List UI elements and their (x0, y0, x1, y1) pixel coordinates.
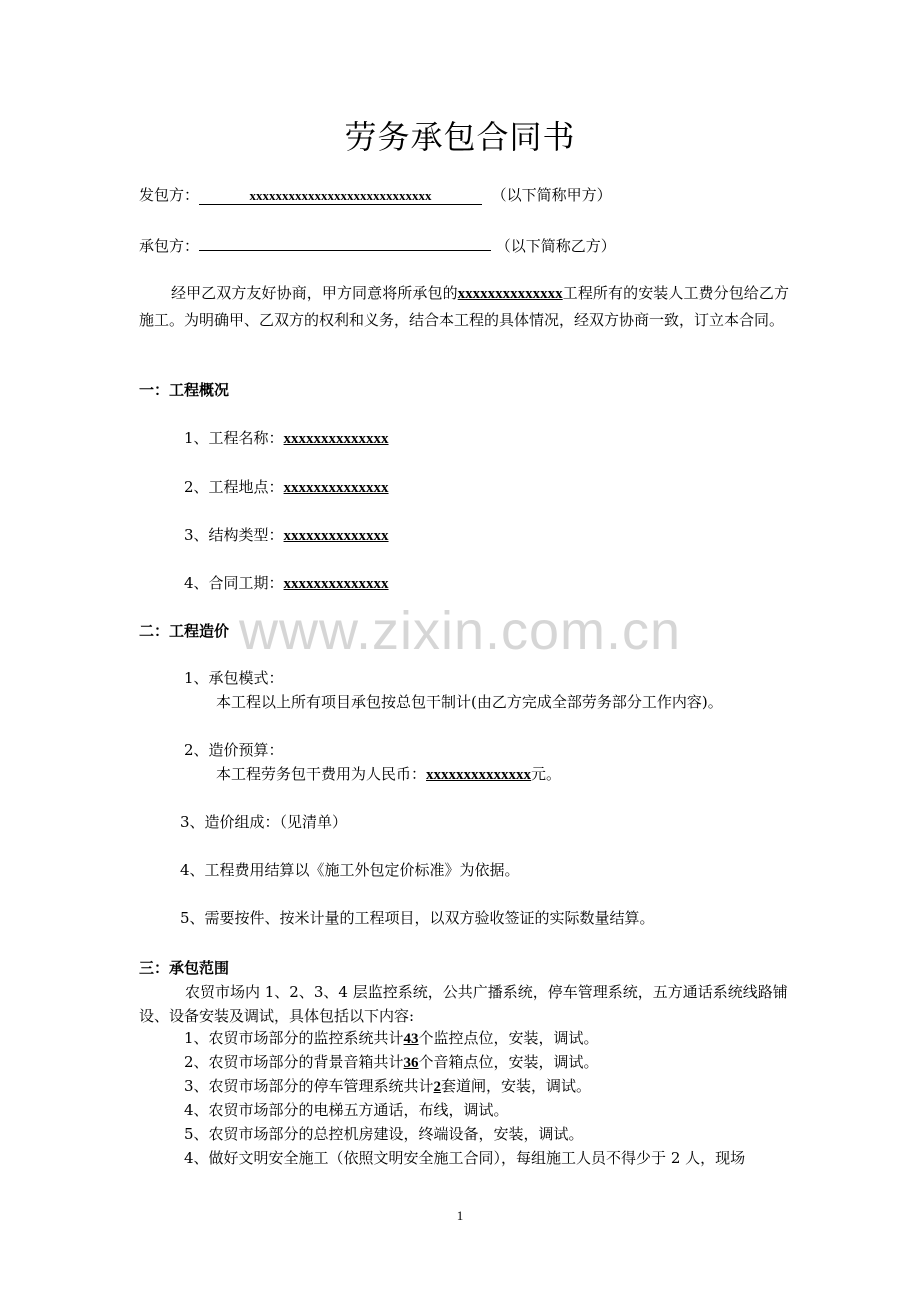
contractor-label: 发包方： (139, 186, 200, 204)
intro-paragraph (139, 280, 789, 333)
contract-period-line (184, 573, 389, 594)
contract-mode-text: 本工程以上所有项目承包按总包干制计(由乙方完成全部劳务部分工作内容)。 (216, 693, 723, 711)
contract-mode-label: 1、承包模式： (184, 669, 284, 687)
scope-text: 个音箱点位，安装，调试。 (418, 1053, 599, 1071)
subcontractor-line (139, 234, 616, 256)
budget-value: xxxxxxxxxxxxxx (426, 767, 532, 783)
budget-label: 2、造价预算： (184, 741, 284, 759)
cost-composition: 3、造价组成：（见清单） (180, 813, 348, 831)
scope-count: 36 (403, 1055, 419, 1071)
document-title: 劳务承包合同书 (344, 118, 576, 156)
contractor-alias: （以下简称甲方） (491, 186, 612, 204)
scope-item-2 (184, 1052, 599, 1073)
scope-text: 2、农贸市场部分的背景音箱共计 (184, 1053, 404, 1071)
item-value: xxxxxxxxxxxxxx (283, 480, 389, 496)
watermark: www.zixin.com.cn (238, 601, 682, 661)
intro-project-name: xxxxxxxxxxxxxx (457, 286, 563, 302)
subcontractor-alias: （以下简称乙方） (495, 237, 616, 255)
intro-text-1: 经甲乙双方友好协商，甲方同意将所承包的 (171, 284, 458, 302)
contractor-line (139, 185, 612, 205)
subcontractor-label: 承包方： (139, 237, 200, 255)
item-value: xxxxxxxxxxxxxx (283, 576, 389, 592)
scope-text: 1、农贸市场部分的监控系统共计 (184, 1029, 404, 1047)
item-label: 1、工程名称： (184, 429, 284, 447)
scope-count: 43 (403, 1031, 419, 1047)
measurement-rule: 5、需要按件、按米计量的工程项目，以双方验收签证的实际数量结算。 (180, 909, 655, 927)
scope-text: 3、农贸市场部分的停车管理系统共计 (184, 1077, 434, 1095)
item-label: 2、工程地点： (184, 478, 284, 496)
item-label: 3、结构类型： (184, 526, 284, 544)
scope-item-6: 4、做好文明安全施工（依照文明安全施工合同），每组施工人员不得少于 2 人，现场 (184, 1149, 746, 1167)
project-location-line (184, 477, 389, 498)
scope-intro: 农贸市场内 1、2、3、4 层监控系统，公共广播系统，停车管理系统，五方通话系统线路铺设、设备安装及调试，具体包括以下内容: (139, 983, 788, 1025)
scope-item-5: 5、农贸市场部分的总控机房建设，终端设备，安装，调试。 (184, 1125, 584, 1143)
scope-text: 个监控点位，安装，调试。 (418, 1029, 599, 1047)
item-label: 4、合同工期： (184, 574, 284, 592)
budget-line (216, 764, 561, 785)
section2-heading: 二：工程造价 (139, 622, 230, 640)
intro-text-2: 工程所有的安装人工费分包给乙方施工。为明确甲、乙双方的权利和义务，结合本工程的具体情况，经双方协商一致，订立本合同。 (139, 284, 789, 329)
section1-heading: 一：工程概况 (139, 381, 230, 399)
scope-item-3 (184, 1076, 591, 1097)
scope-count: 2 (433, 1079, 442, 1095)
scope-text: 套道闸，安装，调试。 (441, 1077, 592, 1095)
settlement-basis: 4、工程费用结算以《施工外包定价标准》为依据。 (180, 861, 520, 879)
section3-heading: 三：承包范围 (139, 959, 230, 977)
page-number: 1 (456, 1208, 464, 1223)
scope-item-1 (184, 1028, 599, 1049)
item-value: xxxxxxxxxxxxxx (283, 528, 389, 544)
budget-unit: 元。 (531, 765, 562, 783)
project-name-line (184, 428, 389, 449)
structure-type-line (184, 525, 389, 546)
contractor-value: xxxxxxxxxxxxxxxxxxxxxxxxxxxx (199, 188, 482, 205)
subcontractor-blank (199, 234, 491, 251)
scope-item-4: 4、农贸市场部分的电梯五方通话，布线，调试。 (184, 1101, 509, 1119)
budget-text: 本工程劳务包干费用为人民币： (216, 765, 427, 783)
item-value: xxxxxxxxxxxxxx (283, 431, 389, 447)
